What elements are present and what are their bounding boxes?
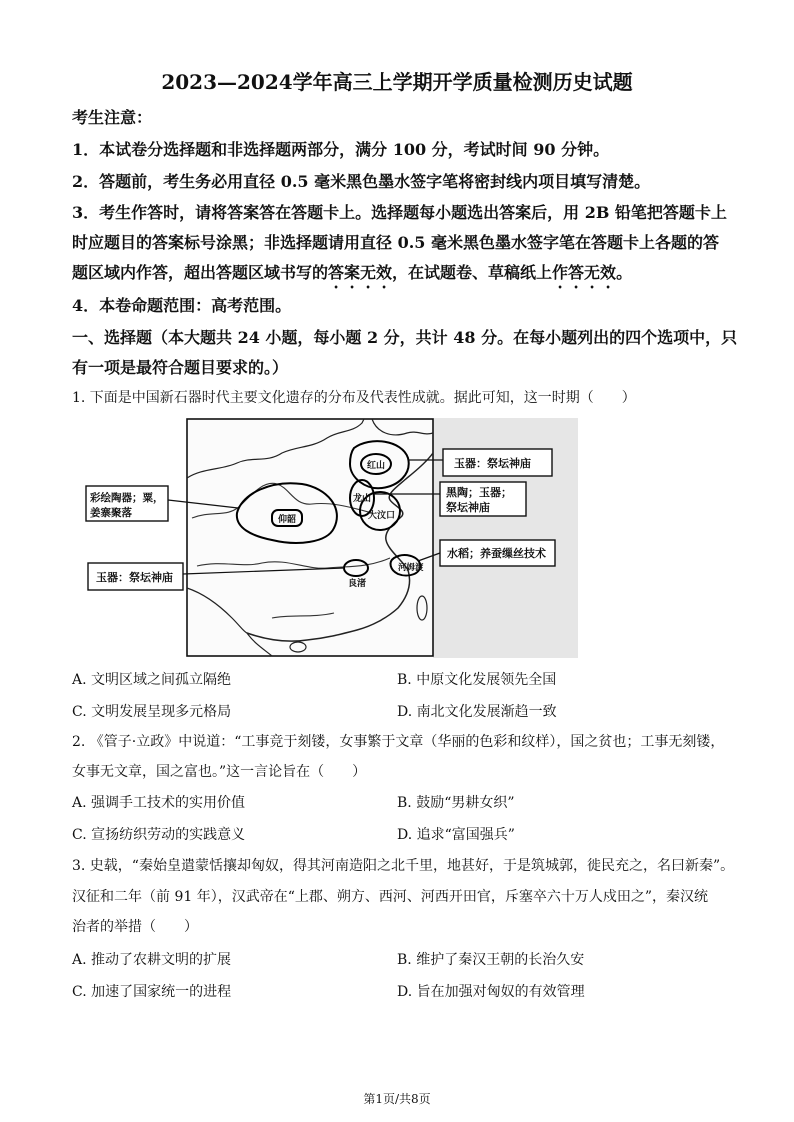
notice-item-3-line-3 xyxy=(72,263,632,292)
section-heading-line-1: 一、选择题（本大题共 24 小题，每小题 2 分，共计 48 分。在每小题列出的四个选项中，只 xyxy=(72,328,738,347)
emphasized-text: 作答无效 xyxy=(552,263,617,282)
question-3-stem-line-1: 3. 史载，“秦始皇遣蒙恬攘却匈奴，得其河南造阳之北千里，地甚好，于是筑城郭，徙民充之，名曰新秦”。 xyxy=(72,858,735,874)
page-number: 第1页/共8页 xyxy=(363,1092,431,1106)
question-2-option-b: B. 鼓励“男耕女织” xyxy=(397,795,515,811)
question-3-stem-line-2: 汉征和二年（前 91 年），汉武帝在“上郡、朔方、西河、河西开田官，斥塞卒六十万人戍田之”，秦汉统 xyxy=(72,889,709,905)
question-3-option-d: D. 旨在加强对匈奴的有效管理 xyxy=(397,984,585,1000)
question-1-option-d: D. 南北文化发展渐趋一致 xyxy=(397,704,557,720)
site-label-longshan: 龙山 xyxy=(353,494,372,504)
callout-text-longshan-1: 黑陶；玉器； xyxy=(446,486,512,499)
callout-text-yangshao-1: 彩绘陶器；粟， xyxy=(90,492,164,504)
callout-text-hongshan: 玉器：祭坛神庙 xyxy=(454,457,531,470)
section-heading-line-2: 有一项是最符合题目要求的。） xyxy=(72,358,289,377)
notice-item-3-line-2: 时应题目的答案标号涂黑；非选择题请用直径 0.5 毫米黑色墨水签字笔在答题卡上各题的答 xyxy=(72,233,719,252)
notice-item-2: 2．答题前，考生务必用直径 0.5 毫米黑色墨水签字笔将密封线内项目填写清楚。 xyxy=(72,172,651,191)
emphasized-text: 答案无效 xyxy=(328,263,393,282)
question-1-stem: 1. 下面是中国新石器时代主要文化遗存的分布及代表性成就。据此可知，这一时期（ ） xyxy=(72,390,636,406)
notice-item-1: 1．本试卷分选择题和非选择题两部分，满分 100 分，考试时间 90 分钟。 xyxy=(72,140,610,159)
site-label-hongshan: 红山 xyxy=(367,461,386,471)
site-label-dawenkou: 大汶口 xyxy=(368,511,396,521)
question-2-stem-line-1: 2. 《管子·立政》中说道：“工事竞于刻镂，女事繁于文章（华丽的色彩和纹样），国之贫也；工事无刻镂， xyxy=(72,734,725,750)
question-3-option-b: B. 维护了秦汉王朝的长治久安 xyxy=(397,952,585,968)
question-1-option-a: A. 文明区域之间孤立隔绝 xyxy=(72,672,232,688)
site-label-hemudu: 河姆渡 xyxy=(398,563,424,573)
notice-item-4: 4．本卷命题范围：高考范围。 xyxy=(72,296,292,315)
question-3-stem-line-3: 治者的举措（ ） xyxy=(72,919,198,935)
exam-title: 2023—2024学年高三上学期开学质量检测历史试题 xyxy=(161,70,633,94)
neolithic-culture-map xyxy=(72,418,578,658)
callout-text-yangshao-2: 姜寨聚落 xyxy=(90,507,132,519)
question-3-option-c: C. 加速了国家统一的进程 xyxy=(72,984,232,1000)
callout-text-longshan-2: 祭坛神庙 xyxy=(446,501,490,514)
notice-text: 题区域内作答，超出答题区域书写的 xyxy=(72,263,329,282)
map-frame xyxy=(187,419,433,656)
notice-heading: 考生注意： xyxy=(72,108,153,127)
notice-item-3-line-1: 3．考生作答时，请将答案答在答题卡上。选择题每小题选出答案后，用 2B 铅笔把答题卡上 xyxy=(72,203,727,222)
question-2-option-a: A. 强调手工技术的实用价值 xyxy=(72,795,246,811)
site-label-yangshao: 仰韶 xyxy=(278,515,297,525)
site-label-liangzhu: 良渚 xyxy=(348,579,367,589)
notice-text: 。 xyxy=(616,263,633,282)
callout-text-liangzhu: 玉器：祭坛神庙 xyxy=(96,571,173,584)
question-2-option-d: D. 追求“富国强兵” xyxy=(397,827,515,843)
question-1-option-c: C. 文明发展呈现多元格局 xyxy=(72,704,232,720)
callout-text-hemudu: 水稻；养蚕缫丝技术 xyxy=(447,547,546,560)
question-2-option-c: C. 宣扬纺织劳动的实践意义 xyxy=(72,827,246,843)
question-1-option-b: B. 中原文化发展领先全国 xyxy=(397,672,557,688)
question-2-stem-line-2: 女事无文章，国之富也。”这一言论旨在（ ） xyxy=(72,764,367,780)
question-3-option-a: A. 推动了农耕文明的扩展 xyxy=(72,952,232,968)
notice-text: ，在试题卷、草稿纸上 xyxy=(392,263,553,282)
